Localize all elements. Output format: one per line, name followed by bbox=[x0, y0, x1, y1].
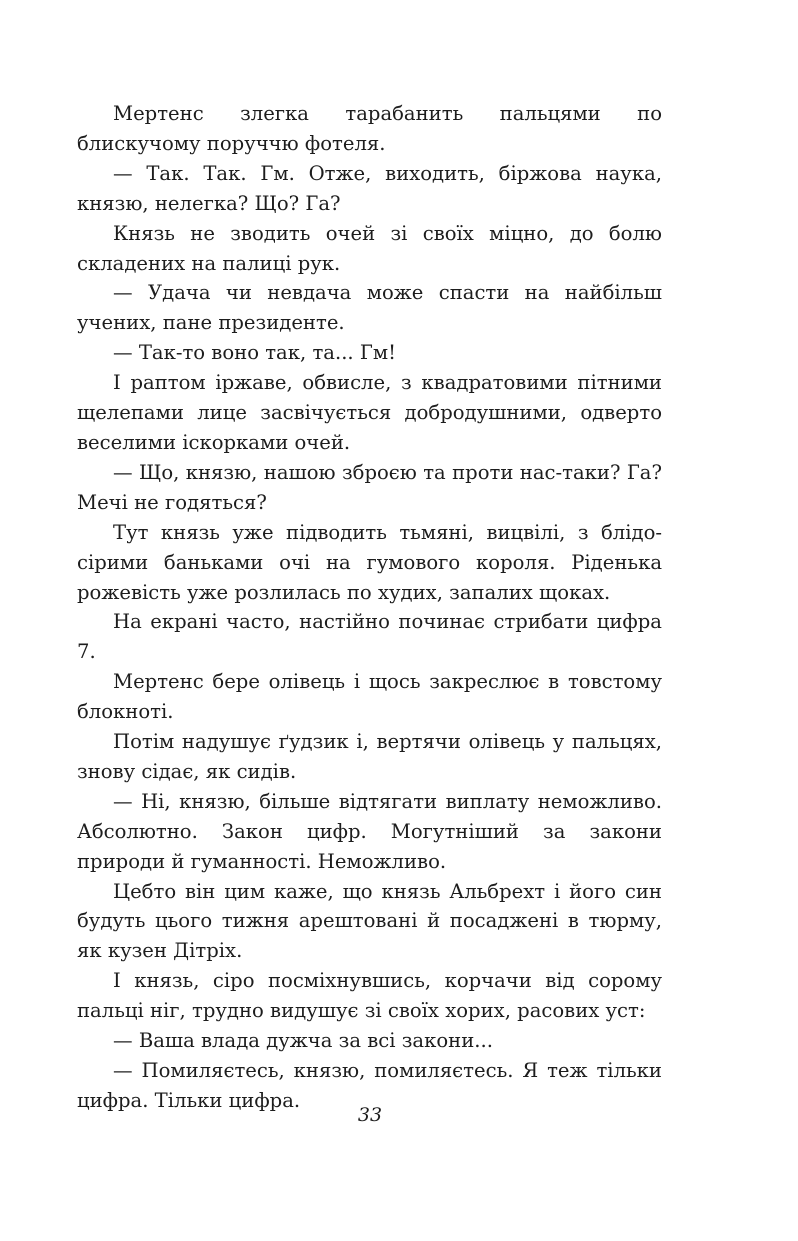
paragraph: — Що, князю, нашою зброєю та проти нас-таки? Га? Мечі не годяться? bbox=[77, 460, 662, 514]
paragraph: Мертенс бере олівець і щось закреслює в товстому блокноті. bbox=[77, 670, 662, 724]
paragraph: І раптом іржаве, обвисле, з квадратовими пітними щелепами лице засвічується добродушними, одверто веселими іскорками очей. bbox=[77, 371, 662, 454]
paragraph: Князь не зводить очей зі своїх міцно, до болю складених на палиці рук. bbox=[77, 221, 662, 275]
paragraph: — Удача чи невдача може спасти на найбільш учених, пане президенте. bbox=[77, 281, 662, 335]
page-number: 33 bbox=[357, 1104, 383, 1126]
page-body bbox=[77, 99, 662, 1116]
paragraph: Тут князь уже підводить тьмяні, вицвілі, з блідо-сірими баньками очі на гумового короля. Ріденька рожевість уже розлилась по худих, запалих щоках. bbox=[77, 520, 662, 604]
paragraph: Потім надушує ґудзик і, вертячи олівець у пальцях, знову сідає, як сидів. bbox=[77, 730, 662, 783]
paragraph: Цебто він цим каже, що князь Альбрехт і його син будуть цього тижня арештовані й посаджені в тюрму, як кузен Дітріх. bbox=[77, 879, 662, 963]
paragraph: І князь, сіро посміхнувшись, корчачи від сорому пальці ніг, трудно видушує зі своїх хорих, расових уст: bbox=[77, 969, 662, 1023]
paragraph: — Ваша влада дужча за всі закони... bbox=[113, 1029, 493, 1053]
paragraph: — Помиляєтесь, князю, помиляєтесь. Я теж тільки цифра. Тільки цифра. bbox=[77, 1059, 662, 1112]
paragraph: Мертенс злегка тарабанить пальцями по блискучому поруччю фотеля. bbox=[77, 102, 662, 155]
paragraph: На екрані часто, настійно починає стрибати цифра 7. bbox=[77, 610, 662, 664]
paragraph: — Так. Так. Гм. Отже, виходить, біржова наука, князю, нелегка? Що? Га? bbox=[77, 161, 662, 215]
paragraph: — Ні, князю, більше відтягати виплату неможливо. Абсолютно. Закон цифр. Могутніший за закони природи й гуманності. Неможливо. bbox=[77, 789, 662, 873]
paragraph: — Так-то воно так, та... Гм! bbox=[113, 341, 396, 365]
